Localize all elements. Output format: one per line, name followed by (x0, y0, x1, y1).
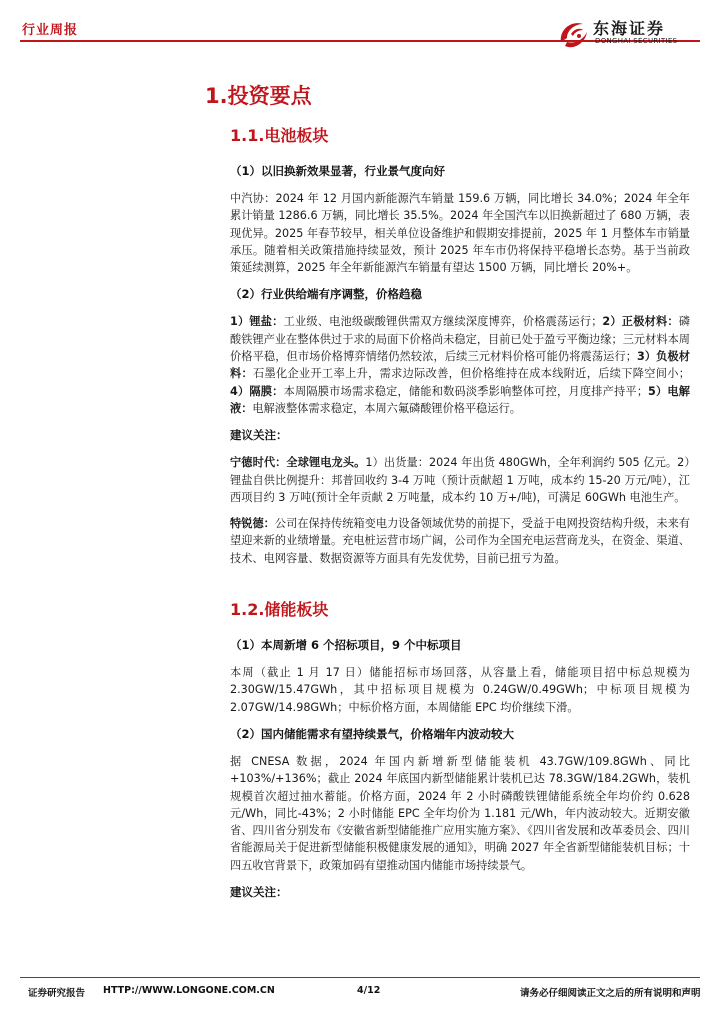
subsection-title-battery: 1.1.电池板块 (230, 126, 329, 145)
point-heading: （1）以旧换新效果显著，行业景气度向好 (230, 164, 445, 178)
section-title: 1.投资要点 (205, 84, 312, 108)
footer-disclaimer: 请务必仔细阅读正文之后的所有说明和声明 (520, 988, 701, 999)
text: 电解液整体需求稳定，本周六氟磷酸锂价格平稳运行。 (252, 401, 521, 415)
header-tag: 行业周报 (22, 23, 79, 38)
main-content (205, 80, 690, 911)
text: 石墨化企业开工率上升，需求边际改善，但价格维持在成本线附近，后续下降空间小； (253, 367, 690, 381)
footer-rule (20, 977, 700, 978)
text: 本周隔膜市场需求稳定，储能和数码淡季影响整体可控，月度排产持平； (283, 384, 649, 398)
keyword: 5）电解液： (230, 384, 690, 415)
logo-emblem-icon (555, 16, 591, 52)
company-teld (230, 515, 690, 567)
text: 工业级、电池级碳酸锂供需双方继续深度博弈，价格震荡运行； (283, 315, 603, 329)
company-name: 宁德时代： (230, 456, 287, 470)
suggest-label: 建议关注： (230, 428, 288, 443)
paragraph: 本周（截止 1 月 17 日）储能招标市场回落，从容量上看，储能项目招中标总规模为 2.30GW/15.47GWh，其中招标项目规模为 0.24GW/0.49GWh；中标项目规模为 2.07GW/14.98GWh；中标价格方面，本周储能 EPC 均价继续下滑。 (230, 666, 690, 714)
footer-label: 证券研究报告 (28, 988, 86, 999)
suggest-label: 建议关注： (230, 885, 288, 900)
keyword: 4）隔膜： (230, 384, 284, 398)
company-logo (555, 14, 705, 54)
text: 磷酸铁锂产业在整体供过于求的局面下价格尚未稳定，目前已处于盈亏平衡边缘；三元材料本周价格平稳，但市场价格博弈情绪仍然较浓，后续三元材料价格可能仍将震荡运行； (230, 315, 690, 364)
text: 公司在保持传统箱变电力设备领域优势的前提下，受益于电网投资结构升级，未来有望迎来新的业绩增量。充电桩运营市场广阔，公司作为全国充电运营商龙头，在资金、渠道、技术、电网容量、数据资源等方面具有先发优势，目前已扭亏为盈。 (230, 517, 690, 565)
logo-text: 东海证券 (593, 19, 666, 38)
logo-subtitle: DONGHAI SECURITIES (595, 37, 678, 45)
text: 1）出货量：2024 年出货 480GWh，全年利润约 505 亿元。2）锂盐自供比例提升：邦普回收约 3-4 万吨（预计贡献超 1 万吨，成本约 15-20 万元/吨），江西项目约 3 万吨(预计全年贡献 2 万吨量，成本约 10 万+/吨)，可满足 60GWh 电池生产。 (230, 456, 690, 504)
paragraph: 中汽协：2024 年 12 月国内新能源汽车销量 159.6 万辆，同比增长 34.0%；2024 年全年累计销量 1286.6 万辆，同比增长 35.5%。2024 年全国汽车以旧换新超过了 680 万辆，表现优异。2025 年春节较早，相关单位设备维护和假期安排提前，2025 年 1 月整体车市销量承压。随着相关政策措施持续显效，预计 2025 年车市仍将保持平稳增长态势。基于当前政策延续测算，2025 年全年新能源汽车销量有望达 1500 万辆，同比增长 20%+。 (230, 192, 690, 275)
page-number: 4/12 (357, 985, 381, 996)
point-heading: （2）国内储能需求有望持续景气，价格端年内波动较大 (230, 726, 514, 741)
keyword: 2）正极材料： (602, 315, 679, 329)
point-heading: （2）行业供给端有序调整，价格趋稳 (230, 287, 422, 302)
subsection-title-storage: 1.2.储能板块 (230, 600, 329, 620)
keyword: 3）负极材料： (230, 350, 690, 381)
keyword: 1）锂盐： (230, 315, 284, 329)
company-name: 特锐德： (230, 517, 275, 531)
company-catl (230, 454, 690, 506)
point-heading: （1）本周新增 6 个招标项目，9 个中标项目 (230, 638, 462, 653)
paragraph-materials (230, 313, 690, 417)
paragraph: 据 CNESA 数据，2024 年国内新增新型储能装机 43.7GW/109.8GWh、同比+103%/+136%；截止 2024 年底国内新型储能累计装机已达 78.3GW/184.2GWh，装机规模首次超过抽水蓄能。价格方面，2024 年 2 小时磷酸铁锂储能系统全年均价约 0.628 元/Wh，同比-43%；2 小时储能 EPC 全年均价为 1.181 元/Wh，年内波动较大。近期安徽省、四川省分别发布《安徽省新型储能推广应用实施方案》、《四川省发展和改革委员会、四川省能源局关于促进新型储能积极健康发展的通知》，明确 2027 年全省新型储能装机目标；十四五收官背景下，政策加码有望推动国内储能市场持续景气。 (230, 754, 690, 872)
footer-url[interactable]: HTTP://WWW.LONGONE.COM.CN (103, 985, 275, 996)
company-tagline: 全球锂电龙头。 (286, 456, 366, 470)
